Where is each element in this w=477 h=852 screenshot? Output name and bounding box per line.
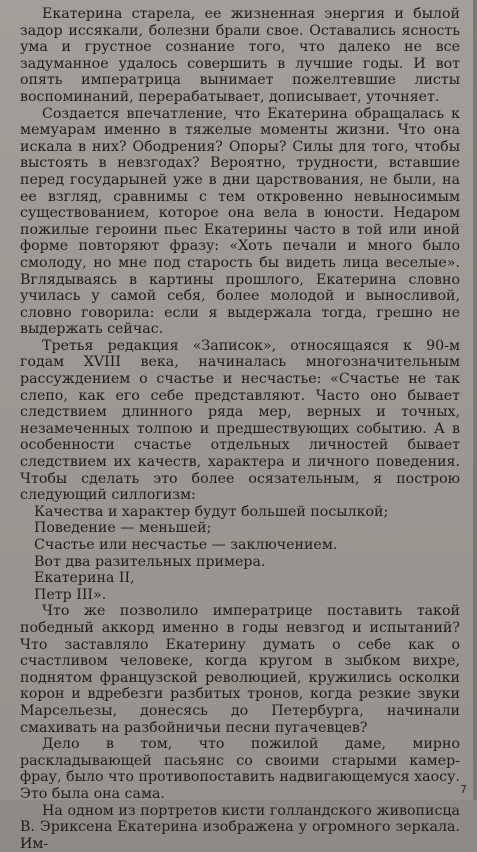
syllogism-line-6: Петр III». <box>20 587 460 604</box>
paragraph-2: Создается впечатление, что Екатерина обращалась к мемуарам именно в тяжелые моменты жизни. Что она искала в них? Ободрения? Опоры? Силы для того, чтобы выстоять в невзгодах? Вероятно, трудности, вставшие перед государыней уже в дни царствования, не были, на ее взгляд, сравнимы с тем откровенно невыносимым существованием, которое она вела в юности. Недаром пожилые героини пьес Екатерины часто в той или иной форме повторяют фразу: «Хоть печали и много было смолоду, но мне под старость бы видеть лица веселые». Вглядываясь в картины прошлого, Екатерина словно училась у самой себя, более молодой и выносливой, словно говорила: если я выдержала тогда, грешно не выдержать сейчас. <box>20 106 460 338</box>
syllogism-line-5: Екатерина II, <box>20 570 460 587</box>
paragraph-4: Что же позволило императрице поставить такой победный аккорд именно в годы невзгод и испытаний? Что заставляло Екатерину думать о себе как о счастливом человеке, когда кругом в зыбком вихре, поднятом французской революцией, кружились осколки корон и вдребезги разбитых тронов, когда резкие звуки Марсельезы, донесясь до Петербурга, начинали смахивать на разбойничьи песни пугачевцев? <box>20 603 460 736</box>
paragraph-3: Третья редакция «Записок», относящаяся к 90-м годам XVIII века, начиналась многозначительным рассуждением о счастье и несчастье: «Счастье не так слепо, как его себе представляют. Часто оно бывает следствием длинного ряда мер, верных и точных, незамеченных толпою и предшествующих событию. А в особенности счастье отдельных личностей бывает следствием их качеств, характера и личного поведения. Чтобы сделать это более осязательным, я построю следующий силлогизм: <box>20 338 460 504</box>
syllogism-line-2: Поведение — меньшей; <box>20 520 460 537</box>
page-number: 7 <box>460 783 467 796</box>
syllogism-line-3: Счастье или несчастье — заключением. <box>20 537 460 554</box>
paragraph-6: На одном из портретов кисти голландского живописца В. Эриксена Екатерина изображена у огромного зеркала. Им- <box>20 803 460 852</box>
paragraph-5: Дело в том, что пожилой даме, мирно раскладывающей пасьянс со своими старыми камер-фрау, было что противопоставить надвигающемуся хаосу. Это была она сама. <box>20 736 460 802</box>
page-edge <box>473 0 477 800</box>
syllogism-line-4: Вот два разительных примера. <box>20 554 460 571</box>
body-text <box>20 6 460 852</box>
paragraph-1: Екатерина старела, ее жизненная энергия и былой задор иссякали, болезни брали свое. Оставались ясность ума и грустное сознание того, что далеко не все задуманное удалось совершить в лучшие годы. И вот опять императрица вынимает пожелтевшие листы воспоминаний, перерабатывает, дописывает, уточняет. <box>20 6 460 106</box>
syllogism-line-1: Качества и характер будут большей посылкой; <box>20 504 460 521</box>
